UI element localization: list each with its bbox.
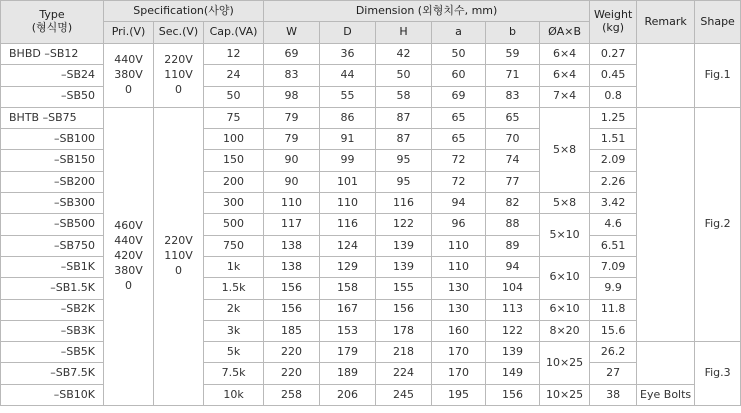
remark-eye-bolts: Eye Bolts	[637, 384, 695, 405]
weight-cell: 9.9	[590, 278, 637, 299]
header-b: b	[486, 22, 540, 44]
remark-cell	[637, 44, 695, 108]
d-cell: 179	[320, 342, 376, 363]
type-cell: –SB10K	[1, 384, 104, 405]
type-cell: –SB150	[1, 150, 104, 171]
w-cell: 185	[264, 320, 320, 341]
weight-cell: 7.09	[590, 256, 637, 277]
d-cell: 91	[320, 129, 376, 150]
type-cell: –SB2K	[1, 299, 104, 320]
a-cell: 170	[432, 342, 486, 363]
hole-cell-merged: 10×25	[540, 342, 590, 385]
weight-cell: 2.09	[590, 150, 637, 171]
h-cell: 87	[376, 129, 432, 150]
cap-cell: 12	[204, 44, 264, 65]
weight-cell: 0.45	[590, 65, 637, 86]
header-cap: Cap.(VA)	[204, 22, 264, 44]
d-cell: 86	[320, 107, 376, 128]
h-cell: 122	[376, 214, 432, 235]
d-cell: 44	[320, 65, 376, 86]
a-cell: 50	[432, 44, 486, 65]
hole-cell-merged: 6×10	[540, 256, 590, 299]
type-cell: –SB1K	[1, 256, 104, 277]
cap-cell: 2k	[204, 299, 264, 320]
b-cell: 65	[486, 107, 540, 128]
type-cell: –SB750	[1, 235, 104, 256]
h-cell: 218	[376, 342, 432, 363]
hole-cell: 5×8	[540, 193, 590, 214]
cap-cell: 150	[204, 150, 264, 171]
shape-fig2: Fig.2	[695, 107, 741, 341]
a-cell: 72	[432, 150, 486, 171]
b-cell: 71	[486, 65, 540, 86]
cap-cell: 750	[204, 235, 264, 256]
d-cell: 110	[320, 193, 376, 214]
w-cell: 69	[264, 44, 320, 65]
remark-cell	[637, 107, 695, 341]
a-cell: 72	[432, 171, 486, 192]
table-row	[1, 44, 741, 65]
weight-cell: 0.27	[590, 44, 637, 65]
w-cell: 220	[264, 342, 320, 363]
d-cell: 55	[320, 86, 376, 107]
d-cell: 99	[320, 150, 376, 171]
a-cell: 94	[432, 193, 486, 214]
w-cell: 90	[264, 171, 320, 192]
type-cell: –SB500	[1, 214, 104, 235]
cap-cell: 50	[204, 86, 264, 107]
type-cell: –SB3K	[1, 320, 104, 341]
pri-voltage-group-1: 440V 380V 0	[104, 44, 154, 108]
hole-cell: 8×20	[540, 320, 590, 341]
a-cell: 60	[432, 65, 486, 86]
cap-cell: 7.5k	[204, 363, 264, 384]
a-cell: 170	[432, 363, 486, 384]
a-cell: 65	[432, 129, 486, 150]
hole-cell: 10×25	[540, 384, 590, 405]
b-cell: 156	[486, 384, 540, 405]
b-cell: 139	[486, 342, 540, 363]
hole-cell: 6×4	[540, 65, 590, 86]
header-d: D	[320, 22, 376, 44]
w-cell: 156	[264, 299, 320, 320]
cap-cell: 100	[204, 129, 264, 150]
type-cell: –SB300	[1, 193, 104, 214]
b-cell: 113	[486, 299, 540, 320]
d-cell: 167	[320, 299, 376, 320]
h-cell: 178	[376, 320, 432, 341]
cap-cell: 3k	[204, 320, 264, 341]
a-cell: 96	[432, 214, 486, 235]
a-cell: 130	[432, 299, 486, 320]
b-cell: 83	[486, 86, 540, 107]
b-cell: 74	[486, 150, 540, 171]
h-cell: 58	[376, 86, 432, 107]
w-cell: 117	[264, 214, 320, 235]
header-h: H	[376, 22, 432, 44]
weight-cell: 15.6	[590, 320, 637, 341]
b-cell: 89	[486, 235, 540, 256]
w-cell: 98	[264, 86, 320, 107]
w-cell: 79	[264, 129, 320, 150]
a-cell: 130	[432, 278, 486, 299]
header-a: a	[432, 22, 486, 44]
w-cell: 258	[264, 384, 320, 405]
b-cell: 77	[486, 171, 540, 192]
header-sec: Sec.(V)	[154, 22, 204, 44]
header-dimension: Dimension (외형치수, mm)	[264, 1, 590, 22]
h-cell: 116	[376, 193, 432, 214]
cap-cell: 300	[204, 193, 264, 214]
w-cell: 110	[264, 193, 320, 214]
a-cell: 65	[432, 107, 486, 128]
a-cell: 195	[432, 384, 486, 405]
d-cell: 101	[320, 171, 376, 192]
hole-cell-merged: 5×10	[540, 214, 590, 257]
d-cell: 158	[320, 278, 376, 299]
h-cell: 245	[376, 384, 432, 405]
h-cell: 224	[376, 363, 432, 384]
hole-cell-merged: 5×8	[540, 107, 590, 192]
d-cell: 36	[320, 44, 376, 65]
h-cell: 95	[376, 171, 432, 192]
weight-cell: 2.26	[590, 171, 637, 192]
header-remark: Remark	[637, 1, 695, 44]
d-cell: 153	[320, 320, 376, 341]
w-cell: 138	[264, 256, 320, 277]
weight-cell: 6.51	[590, 235, 637, 256]
weight-cell: 3.42	[590, 193, 637, 214]
a-cell: 160	[432, 320, 486, 341]
b-cell: 149	[486, 363, 540, 384]
type-cell: –SB7.5K	[1, 363, 104, 384]
type-cell: BHBD –SB12	[1, 44, 104, 65]
shape-fig3: Fig.3	[695, 342, 741, 406]
type-cell: –SB100	[1, 129, 104, 150]
hole-cell: 6×10	[540, 299, 590, 320]
h-cell: 139	[376, 256, 432, 277]
pri-voltage-group-2: 460V 440V 420V 380V 0	[104, 107, 154, 405]
cap-cell: 75	[204, 107, 264, 128]
w-cell: 138	[264, 235, 320, 256]
a-cell: 69	[432, 86, 486, 107]
type-cell: –SB50	[1, 86, 104, 107]
b-cell: 122	[486, 320, 540, 341]
w-cell: 156	[264, 278, 320, 299]
remark-cell	[637, 342, 695, 385]
w-cell: 83	[264, 65, 320, 86]
d-cell: 189	[320, 363, 376, 384]
header-specification: Specification(사양)	[104, 1, 264, 22]
weight-cell: 38	[590, 384, 637, 405]
sec-voltage-group-1: 220V 110V 0	[154, 44, 204, 108]
d-cell: 124	[320, 235, 376, 256]
header-w: W	[264, 22, 320, 44]
weight-cell: 1.25	[590, 107, 637, 128]
weight-cell: 0.8	[590, 86, 637, 107]
a-cell: 110	[432, 235, 486, 256]
h-cell: 156	[376, 299, 432, 320]
d-cell: 206	[320, 384, 376, 405]
cap-cell: 1.5k	[204, 278, 264, 299]
a-cell: 110	[432, 256, 486, 277]
type-cell: –SB200	[1, 171, 104, 192]
d-cell: 129	[320, 256, 376, 277]
weight-cell: 4.6	[590, 214, 637, 235]
hole-cell: 6×4	[540, 44, 590, 65]
h-cell: 95	[376, 150, 432, 171]
cap-cell: 24	[204, 65, 264, 86]
weight-cell: 1.51	[590, 129, 637, 150]
h-cell: 155	[376, 278, 432, 299]
header-type: Type (형식명)	[1, 1, 104, 44]
h-cell: 139	[376, 235, 432, 256]
shape-fig1: Fig.1	[695, 44, 741, 108]
type-cell: –SB5K	[1, 342, 104, 363]
b-cell: 104	[486, 278, 540, 299]
cap-cell: 1k	[204, 256, 264, 277]
b-cell: 88	[486, 214, 540, 235]
header-pri: Pri.(V)	[104, 22, 154, 44]
header-weight: Weight (kg)	[590, 1, 637, 44]
weight-cell: 26.2	[590, 342, 637, 363]
cap-cell: 10k	[204, 384, 264, 405]
w-cell: 90	[264, 150, 320, 171]
weight-cell: 11.8	[590, 299, 637, 320]
h-cell: 50	[376, 65, 432, 86]
table-row	[1, 107, 741, 128]
cap-cell: 5k	[204, 342, 264, 363]
b-cell: 94	[486, 256, 540, 277]
b-cell: 82	[486, 193, 540, 214]
type-cell: –SB1.5K	[1, 278, 104, 299]
header-row-1	[1, 1, 741, 22]
weight-cell: 27	[590, 363, 637, 384]
header-shape: Shape	[695, 1, 741, 44]
h-cell: 42	[376, 44, 432, 65]
sec-voltage-group-2: 220V 110V 0	[154, 107, 204, 405]
w-cell: 220	[264, 363, 320, 384]
w-cell: 79	[264, 107, 320, 128]
d-cell: 116	[320, 214, 376, 235]
cap-cell: 500	[204, 214, 264, 235]
b-cell: 70	[486, 129, 540, 150]
b-cell: 59	[486, 44, 540, 65]
type-cell: –SB24	[1, 65, 104, 86]
header-hole: ØA×B	[540, 22, 590, 44]
cap-cell: 200	[204, 171, 264, 192]
type-cell: BHTB –SB75	[1, 107, 104, 128]
hole-cell: 7×4	[540, 86, 590, 107]
h-cell: 87	[376, 107, 432, 128]
